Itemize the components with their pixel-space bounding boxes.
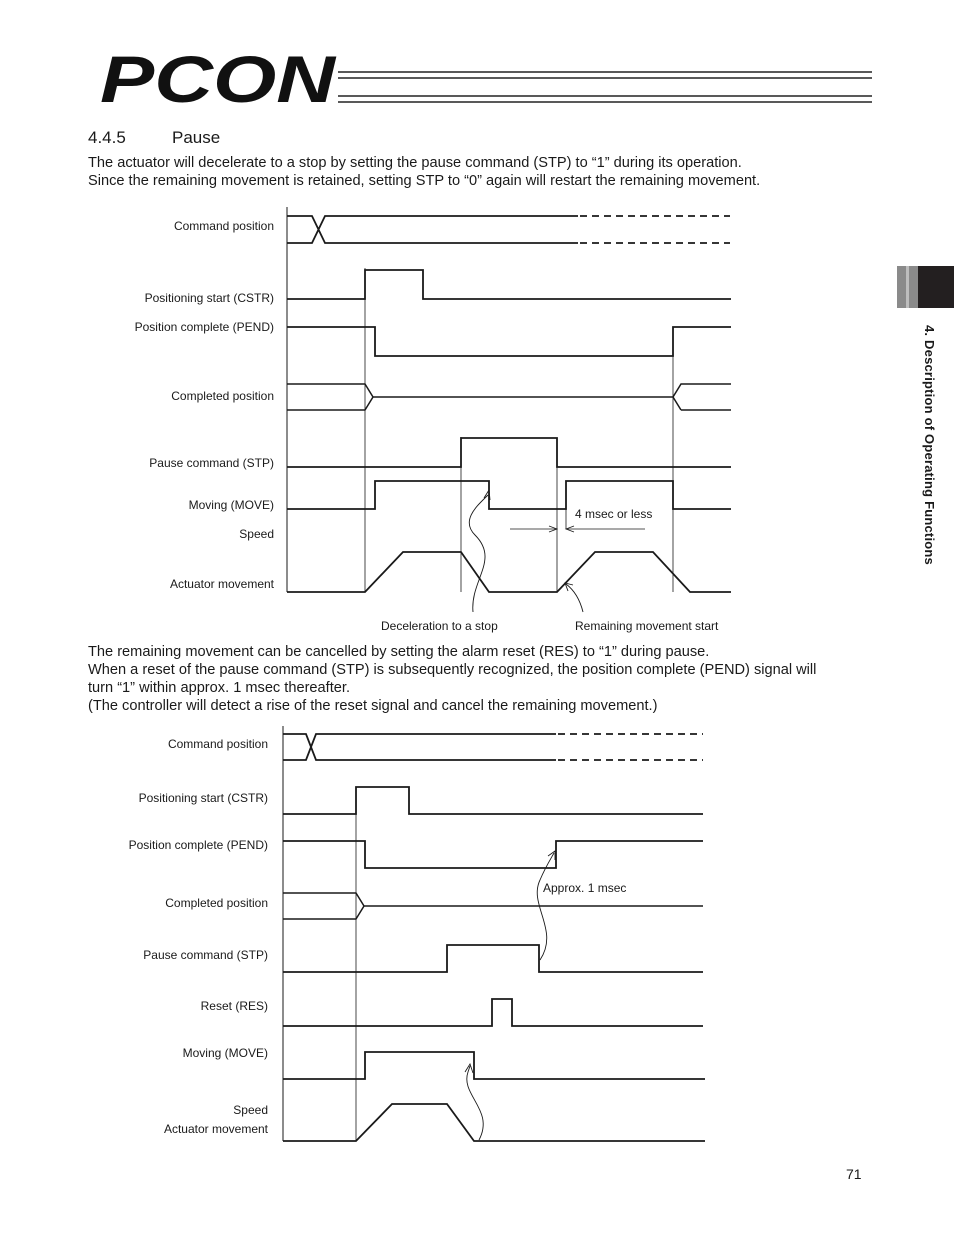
d1-completed-wave	[287, 384, 731, 410]
chapter-tab-stripe	[906, 266, 909, 308]
d2-move-wave	[283, 1052, 705, 1079]
d1-annotation-decel: Deceleration to a stop	[381, 619, 498, 633]
diagram2-waveforms	[283, 726, 705, 1141]
section-title: Pause	[172, 128, 221, 147]
d1-label-move: Moving (MOVE)	[188, 498, 274, 512]
d2-label-completed-position: Completed position	[165, 896, 268, 910]
cancel-line: When a reset of the pause command (STP) is subsequently recognized, the position complete (PEND) signal will	[88, 662, 817, 678]
d2-label-pend: Position complete (PEND)	[128, 838, 268, 852]
d1-label-stp: Pause command (STP)	[149, 456, 274, 470]
svg-text:PCON: PCON	[100, 50, 337, 112]
d2-actuator-wave	[283, 1104, 705, 1141]
d1-label-cstr: Positioning start (CSTR)	[144, 291, 274, 305]
d1-annotation-msec: 4 msec or less	[575, 507, 653, 521]
d1-label-speed: Speed	[239, 527, 274, 541]
cancel-line: (The controller will detect a rise of the reset signal and cancel the remaining movement.)	[88, 698, 658, 714]
chapter-side-label: 4. Description of Operating Functions	[922, 325, 937, 565]
d1-actuator-wave	[287, 552, 731, 592]
d2-command-wave	[283, 734, 556, 760]
intro-line: The actuator will decelerate to a stop by setting the pause command (STP) to “1” during its operation.	[88, 155, 742, 171]
d1-annotation-remain: Remaining movement start	[575, 619, 719, 633]
section-number: 4.4.5	[88, 128, 126, 147]
d2-label-command-position: Command position	[167, 737, 268, 751]
d2-completed-wave	[283, 893, 703, 919]
d2-pend-wave	[283, 841, 703, 868]
d2-label-actuator: Actuator movement	[163, 1122, 268, 1136]
d1-stp-wave	[287, 438, 731, 467]
d1-pend-wave	[287, 327, 731, 356]
cancel-line: turn “1” within approx. 1 msec thereafter.	[88, 680, 350, 696]
d1-label-command-position: Command position	[173, 219, 274, 233]
d2-label-res: Reset (RES)	[200, 999, 268, 1013]
d2-res-wave	[283, 999, 703, 1026]
d2-label-stp: Pause command (STP)	[143, 948, 268, 962]
d2-label-move: Moving (MOVE)	[182, 1046, 268, 1060]
d2-cstr-wave	[283, 787, 703, 814]
cancel-line: The remaining movement can be cancelled by setting the alarm reset (RES) to “1” during pause.	[88, 644, 710, 660]
d2-stp-wave	[283, 945, 703, 972]
d1-move-wave	[287, 481, 731, 509]
d1-cstr-wave	[287, 270, 731, 299]
d2-annotation-approx: Approx. 1 msec	[543, 881, 627, 895]
d1-label-pend: Position complete (PEND)	[134, 320, 274, 334]
d1-label-actuator: Actuator movement	[169, 577, 274, 591]
d2-label-cstr: Positioning start (CSTR)	[138, 791, 268, 805]
d1-command-wave	[287, 216, 578, 243]
d2-label-speed: Speed	[233, 1103, 268, 1117]
intro-line: Since the remaining movement is retained, setting STP to “0” again will restart the remaining movement.	[88, 173, 761, 189]
d1-label-completed-position: Completed position	[171, 389, 274, 403]
page-number: 71	[846, 1166, 862, 1182]
diagram1-waveforms	[287, 207, 731, 612]
chapter-tab-dark	[918, 266, 954, 308]
